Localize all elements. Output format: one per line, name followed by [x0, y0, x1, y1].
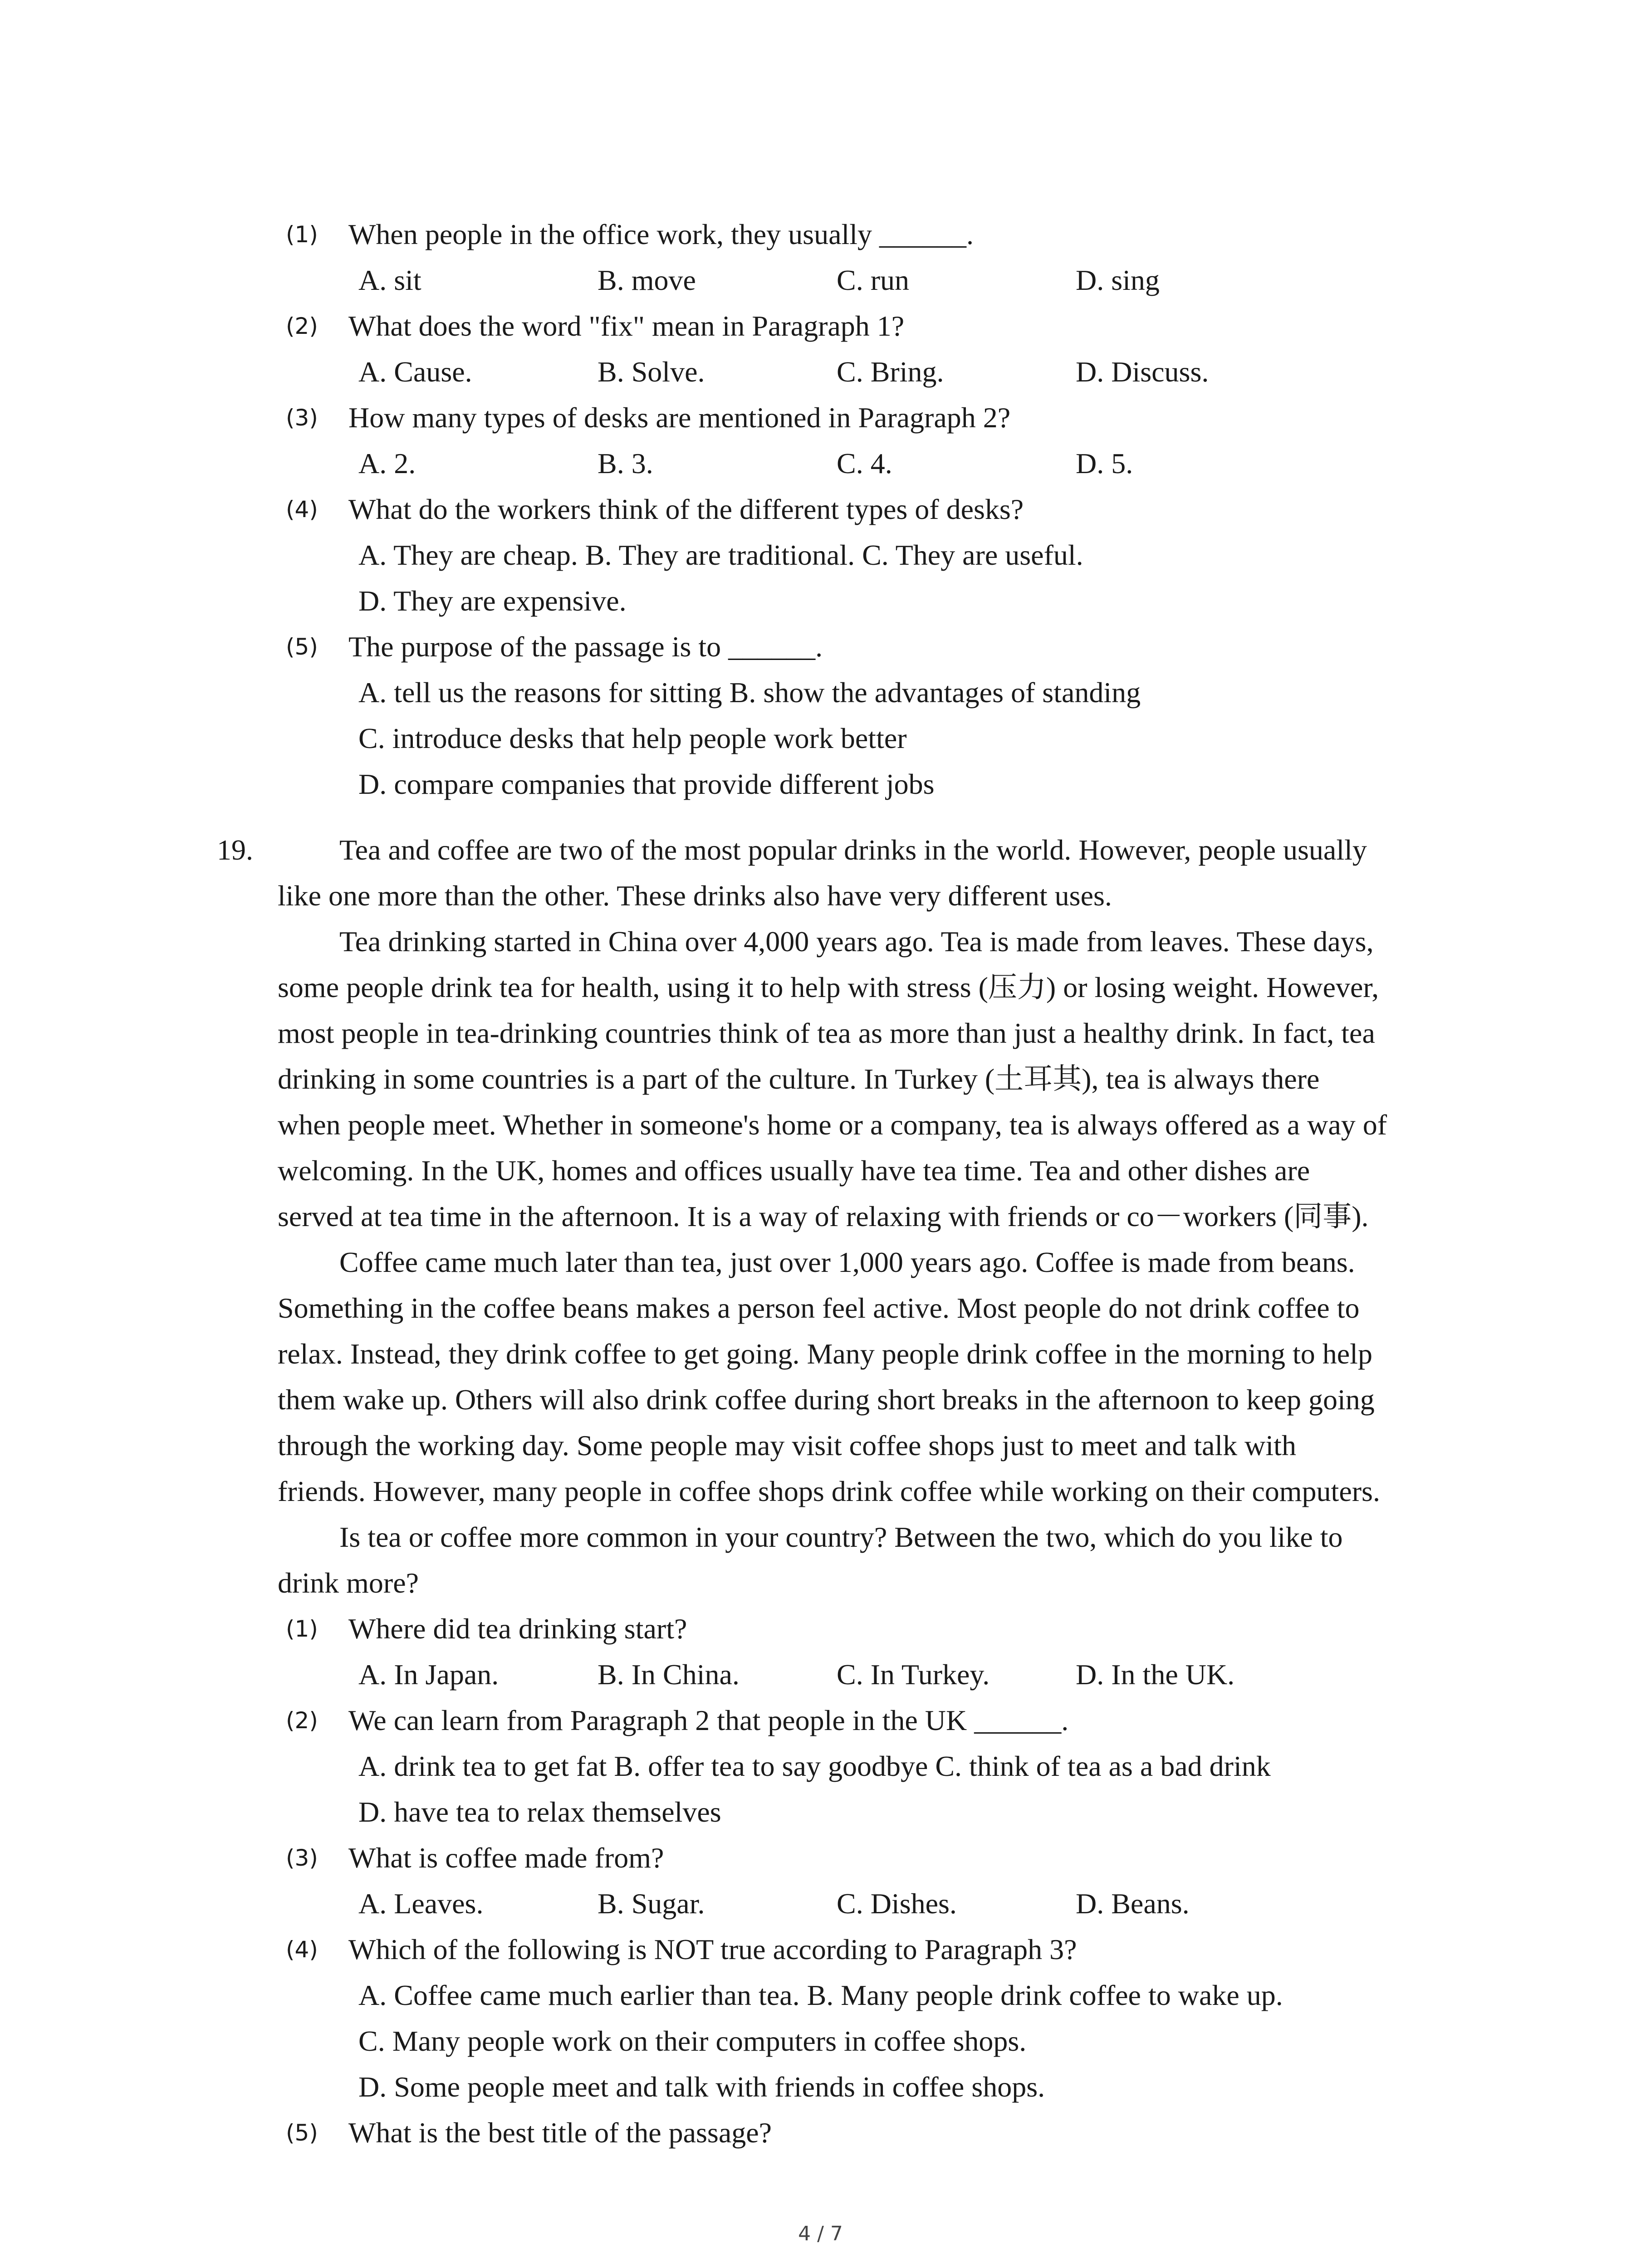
passage-line: friends. However, many people in coffee shops drink coffee while working on their computers.: [278, 1475, 1380, 1507]
option: B. In China.: [598, 1658, 740, 1691]
option-line: C. Many people work on their computers in coffee shops.: [358, 2025, 1027, 2057]
option: A. In Japan.: [358, 1658, 499, 1691]
option: C. Bring.: [837, 356, 944, 388]
question-text: Where did tea drinking start?: [348, 1613, 687, 1645]
question-number: (1): [286, 1616, 318, 1642]
option: A. 2.: [358, 447, 416, 479]
passage-line: drink more?: [278, 1567, 419, 1599]
question-number: (2): [286, 1707, 318, 1734]
passage-line: through the working day. Some people may visit coffee shops just to meet and talk with: [278, 1429, 1296, 1461]
question-text: What does the word "fix" mean in Paragraph 1?: [348, 310, 905, 342]
question-text: What do the workers think of the different types of desks?: [348, 493, 1024, 525]
passage-line: served at tea time in the afternoon. It is a way of relaxing with friends or co－workers (同事).: [278, 1200, 1369, 1232]
option: B. move: [598, 264, 696, 296]
option: D. sing: [1076, 264, 1160, 296]
option: C. 4.: [837, 447, 892, 479]
option-line: A. drink tea to get fat B. offer tea to say goodbye C. think of tea as a bad drink: [358, 1750, 1271, 1782]
passage-line: welcoming. In the UK, homes and offices usually have tea time. Tea and other dishes are: [278, 1154, 1310, 1187]
option: D. Beans.: [1076, 1887, 1190, 1920]
option: B. Sugar.: [598, 1887, 705, 1920]
question-number: (3): [286, 405, 318, 431]
page-number: 4 / 7: [798, 2222, 843, 2245]
passage-line: relax. Instead, they drink coffee to get going. Many people drink coffee in the morning to help: [278, 1338, 1372, 1370]
option: D. In the UK.: [1076, 1658, 1235, 1691]
question-text: How many types of desks are mentioned in Paragraph 2?: [348, 401, 1011, 434]
passage-line: like one more than the other. These drinks also have very different uses.: [278, 880, 1112, 912]
question-number: (4): [286, 1936, 318, 1963]
question-number: (5): [286, 634, 318, 660]
question-text: What is coffee made from?: [348, 1842, 664, 1874]
question-number: (2): [286, 313, 318, 339]
passage-line: when people meet. Whether in someone's home or a company, tea is always offered as a way of: [278, 1109, 1387, 1141]
passage-line: Is tea or coffee more common in your country? Between the two, which do you like to: [339, 1521, 1343, 1553]
question-text: We can learn from Paragraph 2 that people in the UK ______.: [348, 1704, 1069, 1736]
option-line: D. They are expensive.: [358, 585, 627, 617]
option: C. In Turkey.: [837, 1658, 990, 1691]
question-number: (4): [286, 496, 318, 523]
question-number-19: 19.: [217, 834, 253, 866]
question-text: Which of the following is NOT true according to Paragraph 3?: [348, 1933, 1077, 1965]
option-line: D. have tea to relax themselves: [358, 1796, 721, 1828]
option: A. sit: [358, 264, 421, 296]
option-line: D. Some people meet and talk with friends in coffee shops.: [358, 2071, 1045, 2103]
passage-line: Tea drinking started in China over 4,000 years ago. Tea is made from leaves. These days,: [339, 925, 1374, 958]
option: B. 3.: [598, 447, 653, 479]
option: C. run: [837, 264, 909, 296]
question-text: What is the best title of the passage?: [348, 2116, 772, 2149]
option-line: A. Coffee came much earlier than tea. B. Many people drink coffee to wake up.: [358, 1979, 1283, 2011]
question-number: (1): [286, 221, 318, 248]
passage-line: drinking in some countries is a part of the culture. In Turkey (土耳其), tea is always there: [278, 1063, 1320, 1095]
passage-line: Coffee came much later than tea, just over 1,000 years ago. Coffee is made from beans.: [339, 1246, 1355, 1278]
option-line: A. tell us the reasons for sitting B. show the advantages of standing: [358, 676, 1141, 709]
option: A. Cause.: [358, 356, 472, 388]
option-line: D. compare companies that provide different jobs: [358, 768, 935, 800]
passage-line: some people drink tea for health, using it to help with stress (压力) or losing weight. However,: [278, 971, 1379, 1003]
question-text: The purpose of the passage is to ______.: [348, 631, 823, 663]
option-line: A. They are cheap. B. They are traditional. C. They are useful.: [358, 539, 1083, 571]
option: A. Leaves.: [358, 1887, 484, 1920]
option: D. 5.: [1076, 447, 1133, 479]
question-text: When people in the office work, they usually ______.: [348, 218, 974, 250]
passage-line: them wake up. Others will also drink coffee during short breaks in the afternoon to keep going: [278, 1383, 1375, 1416]
option: D. Discuss.: [1076, 356, 1209, 388]
passage-line: Something in the coffee beans makes a person feel active. Most people do not drink coffee to: [278, 1292, 1360, 1324]
question-number: (5): [286, 2120, 318, 2146]
passage-line: most people in tea-drinking countries think of tea as more than just a healthy drink. In fact, tea: [278, 1017, 1375, 1049]
option-line: C. introduce desks that help people work better: [358, 722, 907, 754]
question-number: (3): [286, 1845, 318, 1871]
passage-line: Tea and coffee are two of the most popular drinks in the world. However, people usually: [339, 834, 1367, 866]
option: B. Solve.: [598, 356, 705, 388]
option: C. Dishes.: [837, 1887, 957, 1920]
